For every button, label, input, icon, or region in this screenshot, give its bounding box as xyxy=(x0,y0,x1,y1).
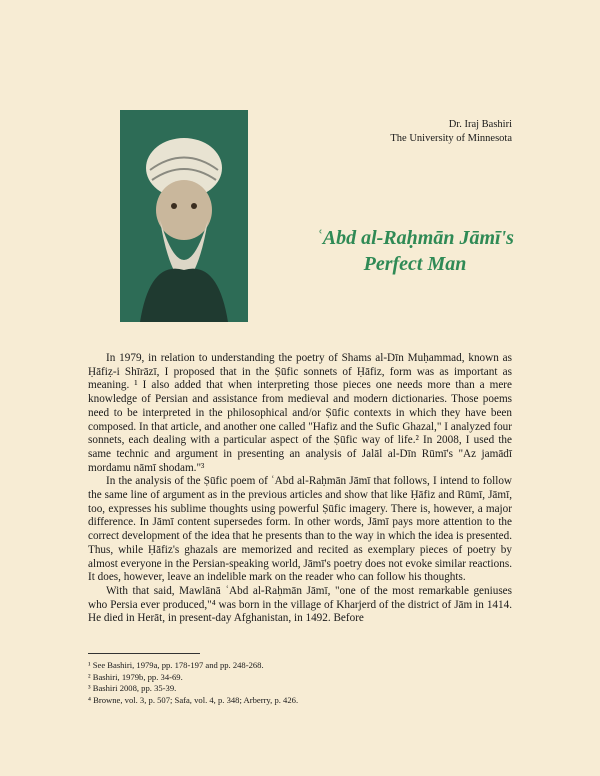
article-title xyxy=(280,225,550,277)
author-name: Dr. Iraj Bashiri xyxy=(448,119,512,130)
footnote: ¹ See Bashiri, 1979a, pp. 178-197 and pp. 248-268. xyxy=(88,660,264,670)
portrait-image xyxy=(120,110,248,322)
title-line-1: ʿAbd al-Raḥmān Jāmī's xyxy=(316,227,514,249)
footnote-divider xyxy=(88,653,200,654)
footnote: ² Bashiri, 1979b, pp. 34-69. xyxy=(88,671,183,682)
title-line-2: Perfect Man xyxy=(363,253,467,275)
article-body xyxy=(88,352,512,626)
author-affiliation: The University of Minnesota xyxy=(390,133,512,144)
footnote: ³ Bashiri 2008, pp. 35-39. xyxy=(88,683,177,694)
paragraph: With that said, Mawlānā ʿAbd al-Raḥmān Jāmī, "one of the most remarkable geniuses who Persia ever produced,"⁴ was born in the village of Kharjerd of the district of Jām in 1414. He died in Herāt, in present-day Afghanistan, in 1492. Before xyxy=(88,584,512,625)
paragraph: In the analysis of the Ṣūfic poem of ʿAbd al-Raḥmān Jāmī that follows, I intend to follow the same line of argument as in the previous articles and show that like Ḥāfiz and Rūmī, Jāmī, too, expresses his sublime thoughts using powerful Ṣūfic imagery. There is, however, a major difference. In Jāmī content supersedes form. In other words, Jāmī pays more attention to the correct development of the idea that he presents than to the way in which the idea is presented. Thus, while Ḥāfiz's ghazals are memorized and recited as exemplary pieces of poetry by almost everyone in the Persian-speaking world, Jāmī's poetry does not evoke similar reactions. It does, however, leave an indelible mark on the reader who can follow his thoughts. xyxy=(88,475,512,584)
footnotes xyxy=(88,660,512,706)
portrait-engraving-icon xyxy=(120,110,248,322)
footnote: ⁴ Browne, vol. 3, p. 507; Safa, vol. 4, p. 348; Arberry, p. 426. xyxy=(88,694,299,705)
paragraph: In 1979, in relation to understanding the poetry of Shams al-Dīn Muḥammad, known as Ḥāfiẓ-i Shīrāzī, I proposed that in the Ṣūfic sonnets of Ḥāfiz, form was as important as meaning. ¹ I also added that when interpreting those pieces one needs more than a mere knowledge of Persian and assistance from medieval and modern dictionaries. Those poems need to be interpreted in the philosophical and/or Ṣūfic contexts in which they have been composed. In that article, and another one called "Hafiz and the Sufic Ghazal," I analyzed four sonnets, each dealing with a particular aspect of the Ṣūfic way of life.² In 2008, I used the same technic and argument in presenting an analysis of Jalāl al-Dīn Rūmī's "Az jamādī mordamu nāmī shodam."³ xyxy=(88,352,512,474)
author-block xyxy=(390,118,512,146)
